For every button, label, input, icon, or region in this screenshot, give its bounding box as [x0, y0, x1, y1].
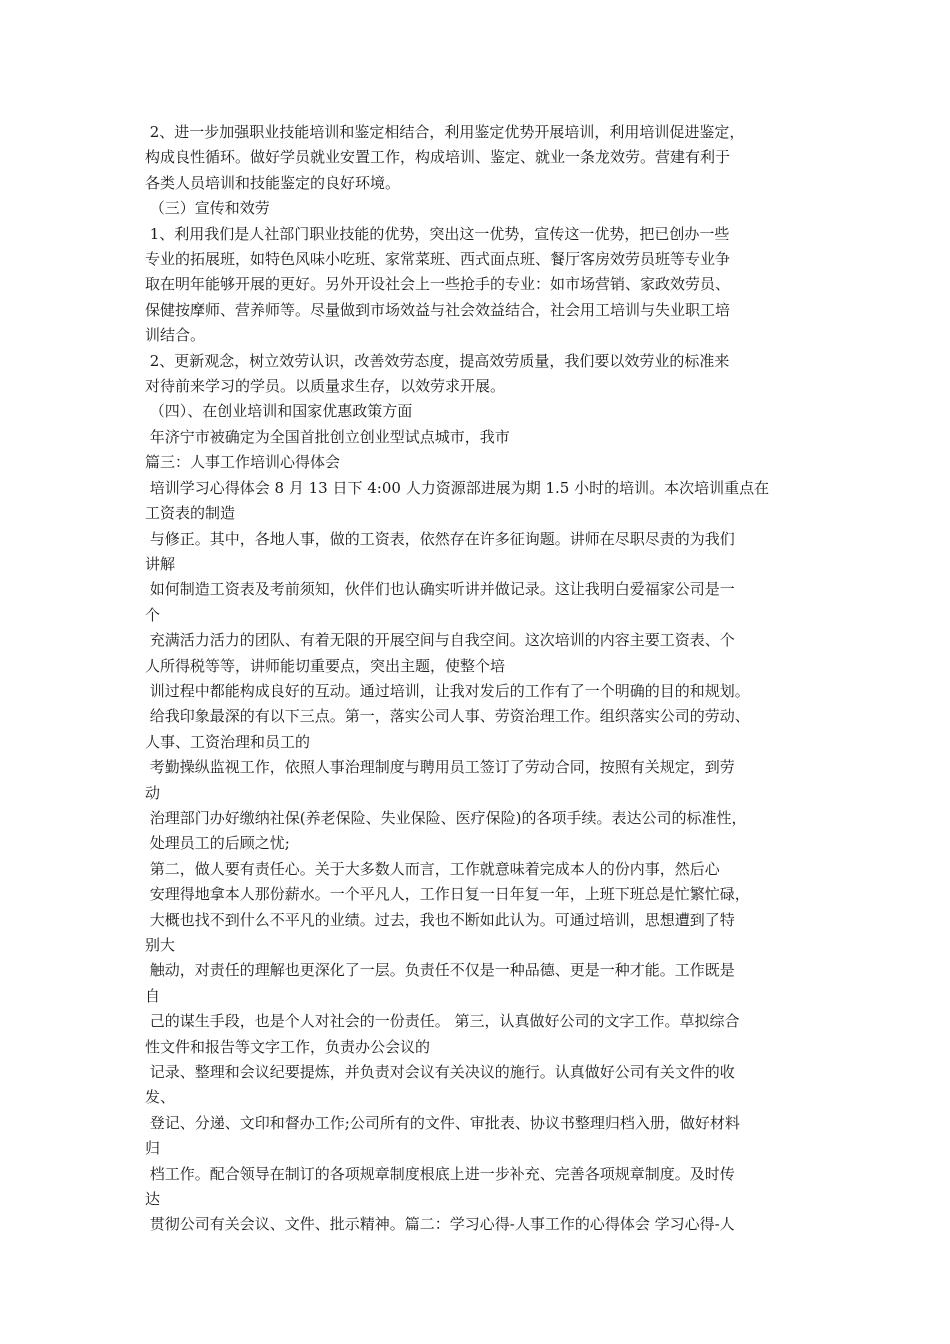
text-line: 自: [145, 986, 161, 1005]
text-line: 人事、工资治理和员工的: [145, 732, 311, 751]
text-line: 与修正。其中，各地人事，做的工资表，依然存在许多征询题。讲师在尽职尽责的为我们: [145, 529, 735, 548]
document-body: [145, 120, 815, 1238]
text-line: 个: [145, 605, 161, 624]
text-line: 取在明年能够开展的更好。另外开设社会上一些抢手的专业：如市场营销、家政效劳员、: [145, 275, 731, 294]
text-line: 给我印象最深的有以下三点。第一，落实公司人事、劳资治理工作。组织落实公司的劳动、: [145, 707, 750, 726]
text-line: 己的谋生手段，也是个人对社会的一份责任。 第三，认真做好公司的文字工作。草拟综合: [145, 1012, 740, 1031]
text-line: 记录、整理和会议纪要提炼，并负责对会议有关决议的施行。认真做好公司有关文件的收: [145, 1063, 735, 1082]
text-line: 2、更新观念，树立效劳认识，改善效劳态度，提高效劳质量，我们要以效劳业的标准来: [145, 351, 730, 370]
text-line: 登记、分递、文印和督办工作;公司所有的文件、审批表、协议书整理归档入册，做好材料: [145, 1113, 740, 1132]
text-line: 性文件和报告等文字工作，负责办公会议的: [145, 1037, 431, 1056]
text-line: 处理员工的后顾之忧;: [145, 834, 290, 853]
text-line: 发、: [145, 1088, 176, 1107]
text-line: 档工作。配合领导在制订的各项规章制度根底上进一步补充、完善各项规章制度。及时传: [145, 1164, 735, 1183]
text-line: 如何制造工资表及考前须知，伙伴们也认确实听讲并做记录。这让我明白爱福家公司是一: [145, 580, 735, 599]
text-line: 动: [145, 783, 161, 802]
text-line: （四）、在创业培训和国家优惠政策方面: [145, 402, 413, 421]
text-line: 第二，做人要有责任心。关于大多数人而言，工作就意味着完成本人的份内事，然后心: [145, 859, 720, 878]
text-line: 工资表的制造: [145, 504, 236, 523]
text-line: 训过程中都能构成良好的互动。通过培训，让我对发后的工作有了一个明确的目的和规划。: [145, 681, 750, 700]
text-line: 专业的拓展班，如特色风味小吃班、家常菜班、西式面点班、餐厅客房效劳员班等专业争: [145, 250, 731, 269]
text-line: 充满活力活力的团队、有着无限的开展空间与自我空间。这次培训的内容主要工资表、个: [145, 631, 735, 650]
text-line: 1、利用我们是人社部门职业技能的优势，突出这一优势，宣传这一优势，把已创办一些: [145, 224, 730, 243]
text-line: 培训学习心得体会 8 月 13 日下 4:00 人力资源部进展为期 1.5 小时的培训。本次培训重点在: [145, 478, 770, 497]
text-line: 讲解: [145, 554, 176, 573]
text-line: 年济宁市被确定为全国首批创立创业型试点城市，我市: [145, 427, 510, 446]
text-line: 各类人员培训和技能鉴定的良好环境。: [145, 173, 401, 192]
text-line: 触动，对责任的理解也更深化了一层。负责任不仅是一种品德、更是一种才能。工作既是: [145, 961, 735, 980]
text-line: 训结合。: [145, 326, 206, 345]
text-line: 别大: [145, 936, 176, 954]
text-line: 篇三：人事工作培训心得体会: [145, 453, 341, 472]
text-line: 归: [145, 1139, 161, 1158]
text-line: 安理得地拿本人那份薪水。一个平凡人，工作日复一日年复一年，上班下班总是忙繁忙碌，: [145, 885, 750, 904]
text-line: 考勤操纵监视工作，依照人事治理制度与聘用员工签订了劳动合同，按照有关规定，到劳: [145, 758, 735, 777]
text-line: 大概也找不到什么不平凡的业绩。过去，我也不断如此认为。可通过培训，思想遭到了特: [145, 910, 735, 929]
text-line: 保健按摩师、营养师等。尽量做到市场效益与社会效益结合，社会用工培训与失业职工培: [145, 300, 731, 319]
text-line: 人所得税等等，讲师能切重要点，突出主题，使整个培: [145, 656, 506, 675]
text-line: 达: [145, 1190, 161, 1209]
text-line: 构成良性循环。做好学员就业安置工作，构成培训、鉴定、就业一条龙效劳。营建有利于: [145, 148, 731, 167]
text-line: 治理部门办好缴纳社保(养老保险、失业保险、医疗保险)的各项手续。表达公司的标准性，: [145, 808, 747, 827]
text-line: 2、进一步加强职业技能培训和鉴定相结合，利用鉴定优势开展培训，利用培训促进鉴定，: [145, 123, 745, 141]
text-line: （三）宣传和效劳: [145, 199, 270, 218]
text-line: 对待前来学习的学员。以质量求生存，以效劳求开展。: [145, 377, 506, 396]
text-line: 贯彻公司有关会议、文件、批示精神。篇二：学习心得-人事工作的心得体会 学习心得-人: [145, 1215, 735, 1234]
